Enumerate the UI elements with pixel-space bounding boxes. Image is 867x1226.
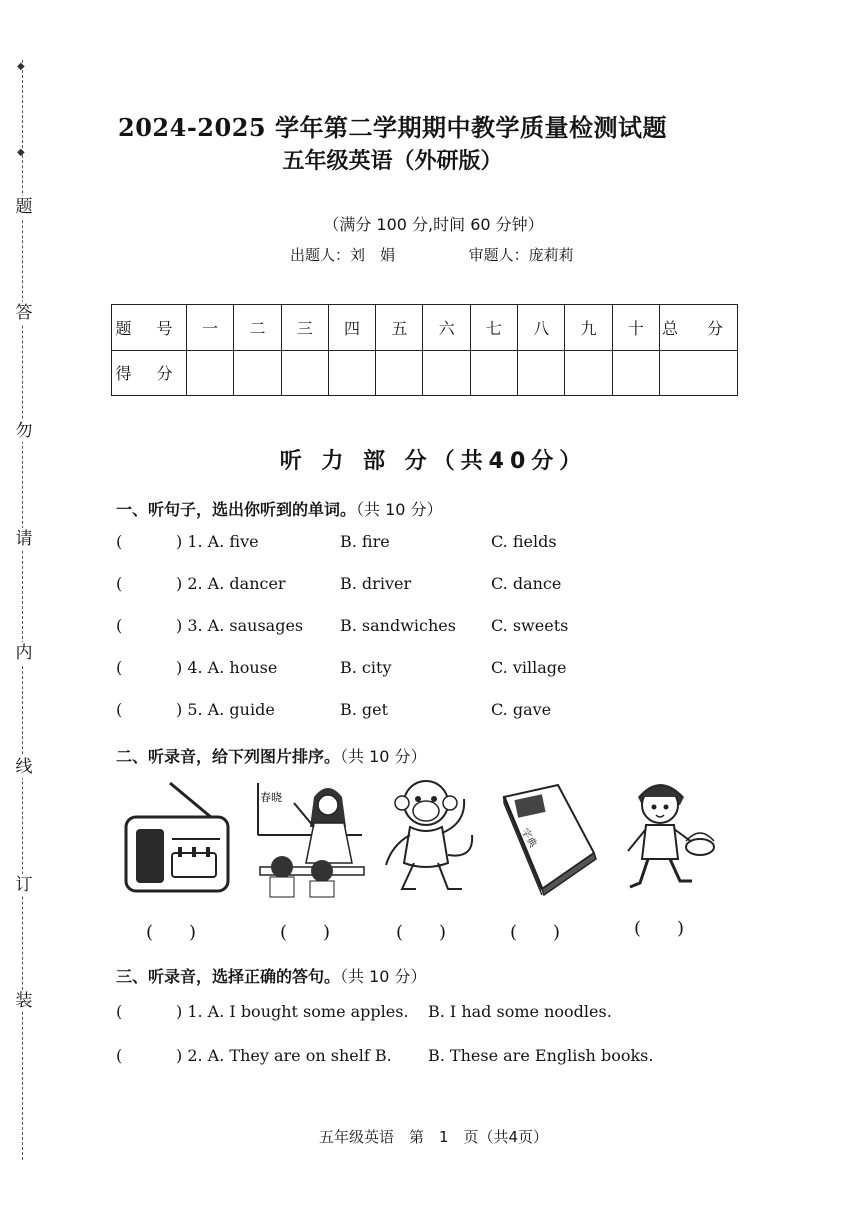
reviewer-label: 审题人：庞莉莉 bbox=[468, 246, 574, 264]
q3-title bbox=[116, 964, 427, 987]
monkey-icon bbox=[380, 775, 480, 900]
score-table-cell: 六 bbox=[423, 305, 470, 351]
q3-title-text: 三、听录音，选择正确的答句。 bbox=[116, 967, 341, 986]
q1-item bbox=[116, 658, 766, 682]
binding-char: 答 bbox=[12, 302, 36, 324]
order-blank[interactable]: ( ) bbox=[510, 922, 561, 943]
answer-paren[interactable]: ( bbox=[116, 616, 123, 635]
order-blank[interactable]: ( ) bbox=[280, 922, 331, 943]
answer-paren[interactable]: ( bbox=[116, 700, 123, 719]
score-input-cell[interactable] bbox=[565, 350, 612, 396]
order-blank[interactable]: ( ) bbox=[634, 918, 685, 939]
option-c: C. fields bbox=[491, 532, 557, 551]
score-table-score-row bbox=[112, 350, 738, 396]
answer-paren[interactable]: ( bbox=[116, 574, 123, 593]
q2-title-text: 二、听录音，给下列图片排序。 bbox=[116, 747, 341, 766]
option-a: ) 5. A. guide bbox=[176, 700, 275, 719]
score-input-cell[interactable] bbox=[470, 350, 517, 396]
score-row-label: 得 分 bbox=[112, 350, 187, 396]
score-table-cell: 五 bbox=[376, 305, 423, 351]
book-text: 字典 bbox=[518, 826, 539, 850]
option-a: ) 1. A. five bbox=[176, 532, 259, 551]
score-table-cell: 三 bbox=[281, 305, 328, 351]
q1-points: （共 10 分） bbox=[356, 500, 443, 519]
option-a: ) 2. A. dancer bbox=[176, 574, 286, 593]
binding-char: 请 bbox=[12, 528, 36, 550]
listening-section-title: 听 力 部 分（共40分） bbox=[279, 449, 588, 474]
order-blank[interactable]: ( ) bbox=[146, 922, 197, 943]
order-blank[interactable]: ( ) bbox=[396, 922, 447, 943]
boy-icon bbox=[616, 775, 720, 900]
binding-dot: ◆ bbox=[17, 61, 25, 72]
option-a: ) 1. A. I bought some apples. bbox=[176, 1002, 409, 1021]
score-input-cell[interactable] bbox=[376, 350, 423, 396]
q1-item bbox=[116, 574, 766, 598]
option-b: B. get bbox=[340, 700, 389, 719]
score-input-cell[interactable] bbox=[518, 350, 565, 396]
option-b: B. fire bbox=[340, 532, 390, 551]
score-table-cell: 二 bbox=[234, 305, 281, 351]
score-time-info: （满分 100 分,时间 60 分钟） bbox=[323, 215, 544, 234]
option-a: ) 4. A. house bbox=[176, 658, 278, 677]
binding-char: 题 bbox=[12, 196, 36, 218]
score-input-cell[interactable] bbox=[234, 350, 281, 396]
option-a: ) 2. A. They are on shelf B. bbox=[176, 1046, 392, 1065]
q1-item bbox=[116, 700, 766, 724]
q1-item bbox=[116, 532, 766, 556]
binding-char: 装 bbox=[12, 990, 36, 1012]
score-table-cell: 四 bbox=[328, 305, 375, 351]
score-table-header-row bbox=[112, 305, 738, 351]
score-input-cell[interactable] bbox=[187, 350, 234, 396]
board-text: 春晓 bbox=[260, 791, 282, 804]
score-table-cell: 七 bbox=[470, 305, 517, 351]
page-footer: 五年级英语 第 1 页（共4页） bbox=[318, 1128, 549, 1146]
dictionary-icon bbox=[496, 775, 600, 900]
binding-char: 线 bbox=[12, 756, 36, 778]
q3-points: （共 10 分） bbox=[340, 967, 427, 986]
binding-char: 勿 bbox=[12, 420, 36, 442]
answer-paren[interactable]: ( bbox=[116, 1046, 123, 1065]
binding-dot: ◆ bbox=[17, 147, 25, 158]
option-b: B. I had some noodles. bbox=[428, 1002, 612, 1021]
score-input-cell[interactable] bbox=[612, 350, 659, 396]
teacher-icon bbox=[252, 775, 372, 900]
exam-subtitle: 五年级英语（外研版） bbox=[282, 148, 503, 174]
option-b: B. driver bbox=[340, 574, 412, 593]
score-input-cell[interactable] bbox=[328, 350, 375, 396]
score-table-cell: 十 bbox=[612, 305, 659, 351]
exam-title: 2024-2025 学年第二学期期中教学质量检测试题 bbox=[118, 113, 667, 142]
q2-points: （共 10 分） bbox=[340, 747, 427, 766]
option-b: B. city bbox=[340, 658, 392, 677]
score-table-cell: 九 bbox=[565, 305, 612, 351]
score-table-cell: 八 bbox=[518, 305, 565, 351]
binding-char: 订 bbox=[12, 874, 36, 896]
score-table-cell: 题 号 bbox=[112, 305, 187, 351]
score-input-cell[interactable] bbox=[660, 350, 738, 396]
option-c: C. gave bbox=[491, 700, 552, 719]
answer-paren[interactable]: ( bbox=[116, 532, 123, 551]
radio-icon bbox=[122, 775, 232, 900]
authors-line bbox=[290, 244, 574, 265]
setter-label: 出题人：刘 娟 bbox=[290, 246, 396, 264]
option-c: C. dance bbox=[491, 574, 562, 593]
option-c: C. village bbox=[491, 658, 567, 677]
score-input-cell[interactable] bbox=[281, 350, 328, 396]
score-table bbox=[111, 304, 738, 396]
answer-paren[interactable]: ( bbox=[116, 658, 123, 677]
option-a: ) 3. A. sausages bbox=[176, 616, 304, 635]
option-b: B. These are English books. bbox=[428, 1046, 654, 1065]
option-c: C. sweets bbox=[491, 616, 569, 635]
score-table-cell: 总 分 bbox=[660, 305, 738, 351]
score-table-cell: 一 bbox=[187, 305, 234, 351]
q2-title bbox=[116, 744, 427, 767]
q1-item bbox=[116, 616, 766, 640]
binding-char: 内 bbox=[12, 642, 36, 664]
option-b: B. sandwiches bbox=[340, 616, 456, 635]
score-input-cell[interactable] bbox=[423, 350, 470, 396]
q1-title-text: 一、听句子，选出你听到的单词。 bbox=[116, 500, 357, 519]
q1-title bbox=[116, 497, 443, 520]
answer-paren[interactable]: ( bbox=[116, 1002, 123, 1021]
